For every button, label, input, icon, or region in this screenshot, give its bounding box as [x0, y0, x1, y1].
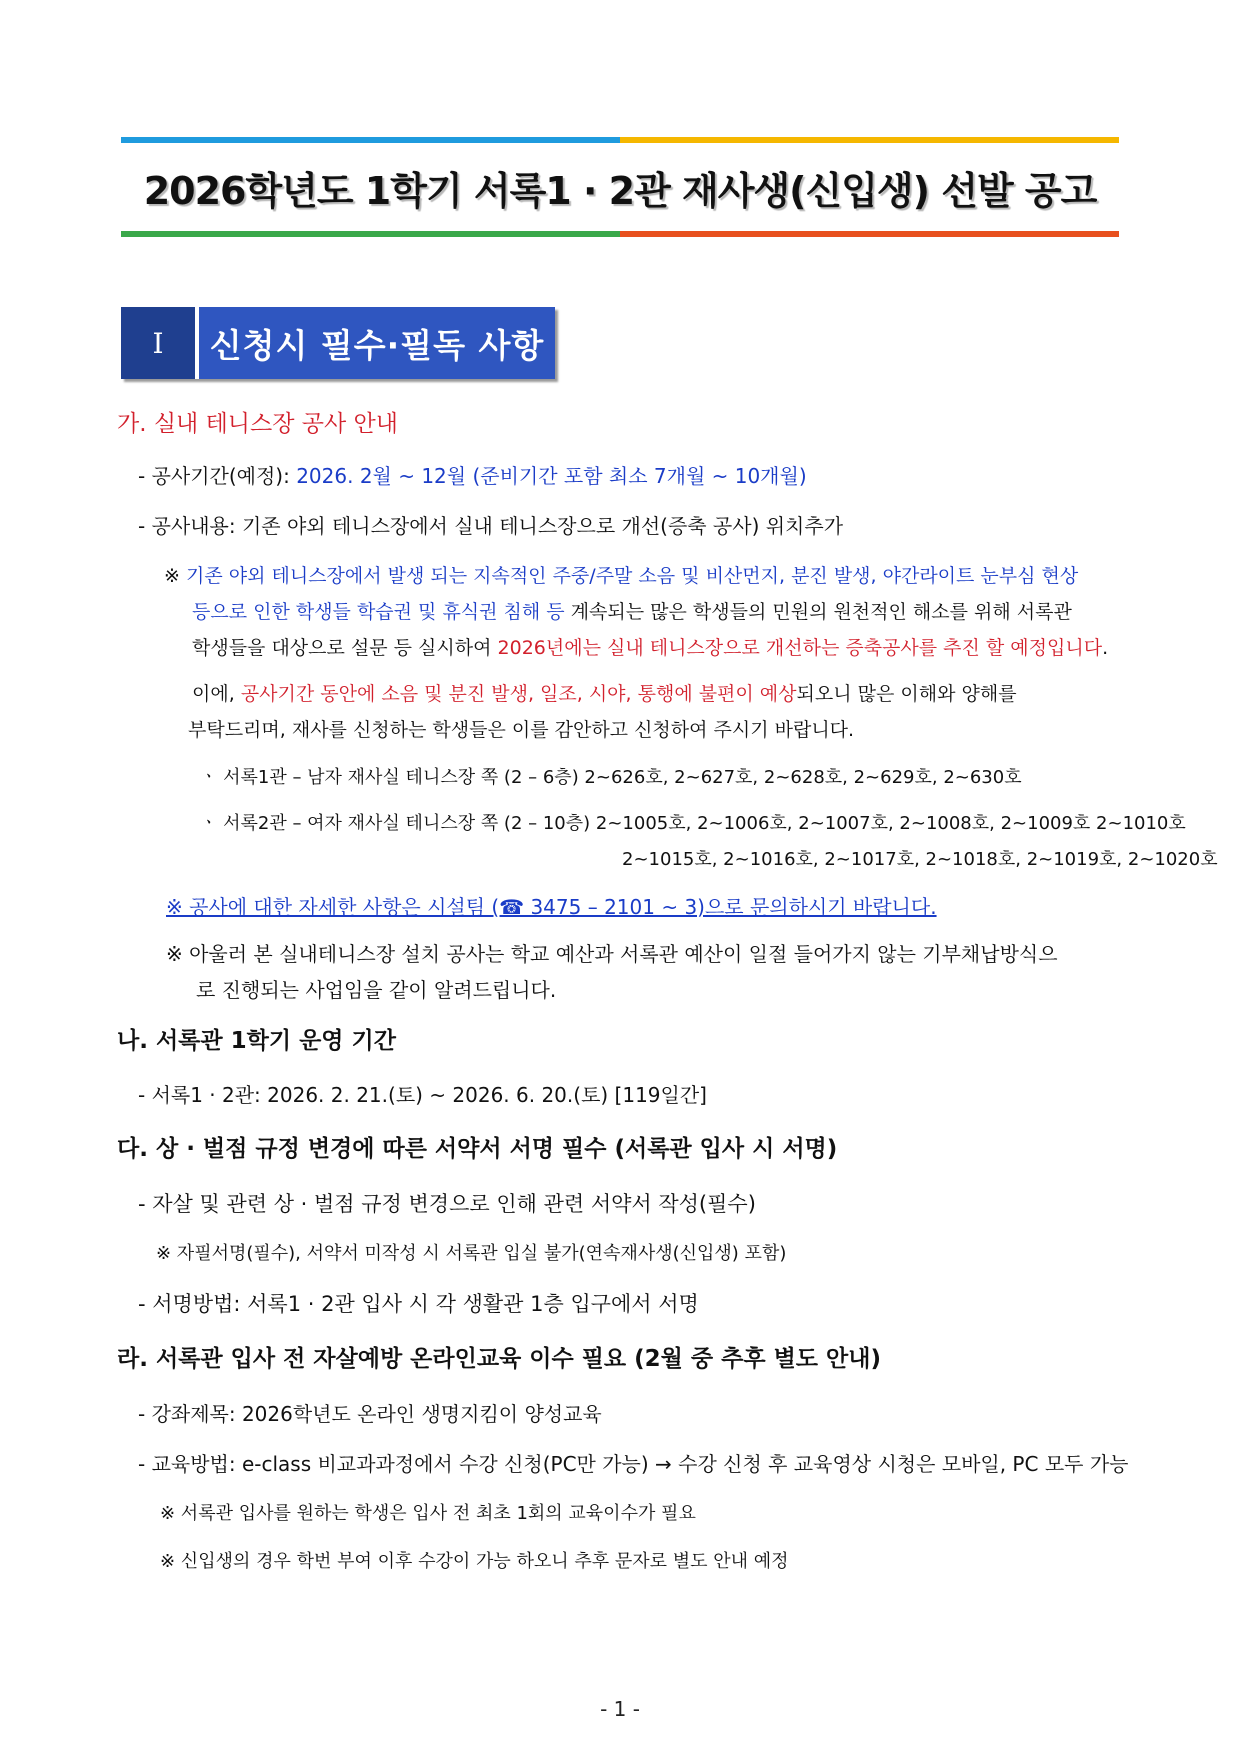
bullet-seorok2-line1: ㆍ 서록2관 – 여자 재사실 테니스장 쪽 (2 – 10층) 2~1005호, 2~1006호, 2~1007호, 2~1008호, 2~1009호 2~1010호 — [200, 813, 1186, 834]
note-noise-blue2: 등으로 인한 학생들 학습권 및 휴식권 침해 등 — [192, 601, 565, 623]
pledge-note: ※ 자필서명(필수), 서약서 미작성 시 서록관 입실 불가(연속재사생(신입생) 포함) — [156, 1243, 787, 1264]
note-inconvenience-line2: 부탁드리며, 재사를 신청하는 학생들은 이를 감안하고 신청하여 주시기 바랍니다. — [188, 719, 855, 741]
course-method: - 교육방법: e-class 비교과과정에서 수강 신청(PC만 가능) → 수강 신청 후 교육영상 시청은 모바일, PC 모두 가능 — [138, 1452, 1129, 1476]
period-label: - 공사기간(예정): — [138, 464, 297, 488]
note-noise-red3: 2026년에는 실내 테니스장으로 개선하는 증축공사를 추진 할 예정입니다 — [497, 637, 1103, 659]
page-number: - 1 - — [600, 1697, 640, 1721]
note-noise-text2: 계속되는 많은 학생들의 민원의 원천적인 해소를 위해 서록관 — [564, 601, 1072, 623]
pledge-line1: - 자살 및 관련 상 · 벌점 규정 변경으로 인해 관련 서약서 작성(필수) — [138, 1192, 756, 1216]
construction-content: - 공사내용: 기존 야외 테니스장에서 실내 테니스장으로 개선(증축 공사) 위치추가 — [138, 514, 844, 538]
heading-ga: 가. 실내 테니스장 공사 안내 — [117, 411, 398, 437]
heading-da: 다. 상 · 벌점 규정 변경에 따른 서약서 서명 필수 (서록관 입사 시 서명) — [117, 1136, 838, 1162]
title-banner — [121, 137, 1119, 237]
section-number: Ⅰ — [121, 307, 195, 379]
note-mark: ※ — [164, 565, 186, 587]
construction-period — [138, 462, 807, 490]
section-header — [121, 307, 555, 379]
period-value: 2026. 2월 ~ 12월 (준비기간 포함 최소 7개월 ~ 10개월) — [296, 464, 807, 488]
bullet-seorok2-line2: 2~1015호, 2~1016호, 2~1017호, 2~1018호, 2~1019호, 2~1020호 — [622, 849, 1218, 870]
page-title: 2026학년도 1학기 서록1 · 2관 재사생(신입생) 선발 공고 — [143, 168, 1097, 213]
title-bottom-bar — [121, 231, 1119, 237]
note-noise-line3 — [192, 634, 1108, 662]
note-inconv-text1a: 이에, — [192, 683, 241, 705]
pledge-method: - 서명방법: 서록1 · 2관 입사 시 각 생활관 1층 입구에서 서명 — [138, 1292, 699, 1316]
operation-period: - 서록1 · 2관: 2026. 2. 21.(토) ~ 2026. 6. 20.(토) [119일간] — [138, 1083, 707, 1107]
note-noise-blue: 기존 야외 테니스장에서 발생 되는 지속적인 주중/주말 소음 및 비산먼지, 분진 발생, 야간라이트 눈부심 현상 — [185, 565, 1079, 587]
note-inconv-text1b: 되오니 많은 이해와 양해를 — [796, 683, 1017, 705]
heading-ra: 라. 서록관 입사 전 자살예방 온라인교육 이수 필요 (2월 중 추후 별도 안내) — [117, 1346, 881, 1372]
note-noise-line1 — [164, 562, 1078, 590]
heading-na: 나. 서록관 1학기 운영 기간 — [117, 1028, 396, 1054]
note-noise-line2 — [192, 598, 1072, 626]
section-title: 신청시 필수·필독 사항 — [199, 307, 555, 379]
donation-note-line1: ※ 아울러 본 실내테니스장 설치 공사는 학교 예산과 서록관 예산이 일절 들어가지 않는 기부채납방식으 — [166, 942, 1058, 966]
facility-contact-note: ※ 공사에 대한 자세한 사항은 시설팀 (☎ 3475 – 2101 ~ 3)으로 문의하시기 바랍니다. — [166, 895, 937, 919]
course-note1: ※ 서록관 입사를 원하는 학생은 입사 전 최초 1회의 교육이수가 필요 — [160, 1503, 696, 1524]
donation-note-line2: 로 진행되는 사업임을 같이 알려드립니다. — [196, 978, 557, 1002]
note-noise-text3a: 학생들을 대상으로 설문 등 실시하여 — [192, 637, 498, 659]
course-title: - 강좌제목: 2026학년도 온라인 생명지킴이 양성교육 — [138, 1402, 602, 1426]
bullet-seorok1: ㆍ 서록1관 – 남자 재사실 테니스장 쪽 (2 – 6층) 2~626호, 2~627호, 2~628호, 2~629호, 2~630호 — [200, 767, 1022, 788]
note-inconv-red: 공사기간 동안에 소음 및 분진 발생, 일조, 시야, 통행에 불편이 예상 — [240, 683, 797, 705]
course-note2: ※ 신입생의 경우 학번 부여 이후 수강이 가능 하오니 추후 문자로 별도 안내 예정 — [160, 1551, 789, 1572]
note-inconvenience-line1 — [192, 680, 1017, 708]
note-noise-text3b: . — [1102, 637, 1109, 659]
